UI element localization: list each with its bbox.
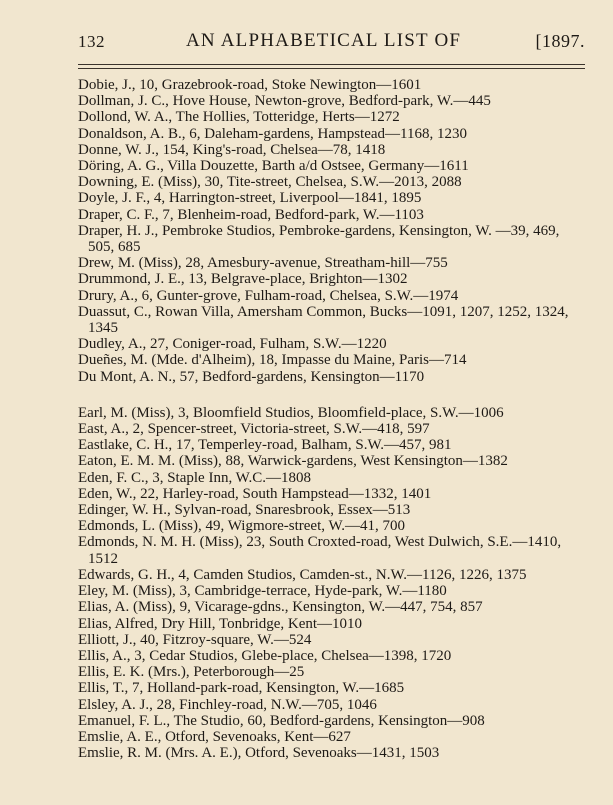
header-rule-top [78,64,585,65]
list-entry: Du Mont, A. N., 57, Bedford-gardens, Kensington—1170 [78,368,425,385]
list-entry: Eden, F. C., 3, Staple Inn, W.C.—1808 [78,469,311,486]
list-entry: Drummond, J. E., 13, Belgrave-place, Brighton—1302 [78,271,408,288]
list-entry: Elliott, J., 40, Fitzroy-square, W.—524 [78,631,312,648]
list-entry: Dollman, J. C., Hove House, Newton-grove, Bedford-park, W.—445 [78,93,491,110]
list-entry: Döring, A. G., Villa Douzette, Barth a/d Ostsee, Germany—1611 [78,158,469,175]
list-entry: Eden, W., 22, Harley-road, South Hampstead—1332, 1401 [78,485,432,502]
year-label: [1897. [535,31,585,51]
list-entry: Edmonds, L. (Miss), 49, Wigmore-street, W.—41, 700 [78,518,406,535]
list-entry: Ellis, E. K. (Mrs.), Peterborough—25 [78,664,305,681]
list-entry: Drury, A., 6, Gunter-grove, Fulham-road, Chelsea, S.W.—1974 [78,287,459,304]
list-entry: Dudley, A., 27, Coniger-road, Fulham, S.W.—1220 [78,336,387,353]
list-entry: Elsley, A. J., 28, Finchley-road, N.W.—705, 1046 [78,696,377,713]
header-rule-bottom [78,68,585,69]
page-number: 132 [78,32,105,51]
list-entry: Donne, W. J., 154, King's-road, Chelsea—78, 1418 [78,141,386,158]
list-entry: Drew, M. (Miss), 28, Amesbury-avenue, Streatham-hill—755 [78,255,448,272]
section-d [78,77,588,385]
list-entry: Elias, Alfred, Dry Hill, Tonbridge, Kent—1010 [78,615,363,632]
list-entry: Draper, C. F., 7, Blenheim-road, Bedford-park, W.—1103 [78,206,424,223]
list-entry: Edwards, G. H., 4, Camden Studios, Camden-st., N.W.—1126, 1226, 1375 [78,566,527,583]
list-entry: Edinger, W. H., Sylvan-road, Snaresbrook, Essex—513 [78,502,411,519]
list-entry: Ellis, T., 7, Holland-park-road, Kensington, W.—1685 [78,680,405,697]
list-entry: Eaton, E. M. M. (Miss), 88, Warwick-gardens, West Kensington—1382 [78,453,508,470]
list-entry: Elias, A. (Miss), 9, Vicarage-gdns., Kensington, W.—447, 754, 857 [78,599,483,616]
list-entry: Emslie, A. E., Otford, Sevenoaks, Kent—627 [78,728,351,745]
list-entry: Eley, M. (Miss), 3, Cambridge-terrace, Hyde-park, W.—1180 [78,583,447,600]
list-entry: Downing, E. (Miss), 30, Tite-street, Chelsea, S.W.—2013, 2088 [78,174,462,191]
list-entry: Earl, M. (Miss), 3, Bloomfield Studios, Bloomfield-place, S.W.—1006 [78,404,504,421]
list-entry: Eastlake, C. H., 17, Temperley-road, Balham, S.W.—457, 981 [78,437,452,454]
list-entry: Doyle, J. F., 4, Harrington-street, Liverpool—1841, 1895 [78,190,422,207]
list-entry: Edmonds, N. M. H. (Miss), 23, South Croxted-road, West Dulwich, S.E.—1410, 1512 [78,534,562,567]
list-entry: Dobie, J., 10, Grazebrook-road, Stoke Newington—1601 [78,77,422,93]
list-entry: Donaldson, A. B., 6, Daleham-gardens, Hampstead—1168, 1230 [78,125,467,142]
list-entry: Dueñes, M. (Mde. d'Alheim), 18, Impasse du Maine, Paris—714 [78,352,467,369]
list-entry: Draper, H. J., Pembroke Studios, Pembroke-gardens, Kensington, W. —39, 469, 505, 685 [78,222,560,256]
list-entry: Dollond, W. A., The Hollies, Totteridge, Herts—1272 [78,109,400,126]
list-entry: Duassut, C., Rowan Villa, Amersham Common, Bucks—1091, 1207, 1252, 1324, 1345 [78,303,569,337]
list-entry: East, A., 2, Spencer-street, Victoria-street, S.W.—418, 597 [78,421,430,438]
section-divider-space [78,385,588,405]
page-header [78,30,593,60]
running-title: AN ALPHABETICAL LIST OF [186,30,462,51]
list-entry: Emanuel, F. L., The Studio, 60, Bedford-gardens, Kensington—908 [78,712,485,729]
section-e [78,405,588,761]
list-entry: Ellis, A., 3, Cedar Studios, Glebe-place, Chelsea—1398, 1720 [78,647,452,664]
artist-listing [78,77,588,761]
list-entry: Emslie, R. M. (Mrs. A. E.), Otford, Sevenoaks—1431, 1503 [78,745,440,762]
